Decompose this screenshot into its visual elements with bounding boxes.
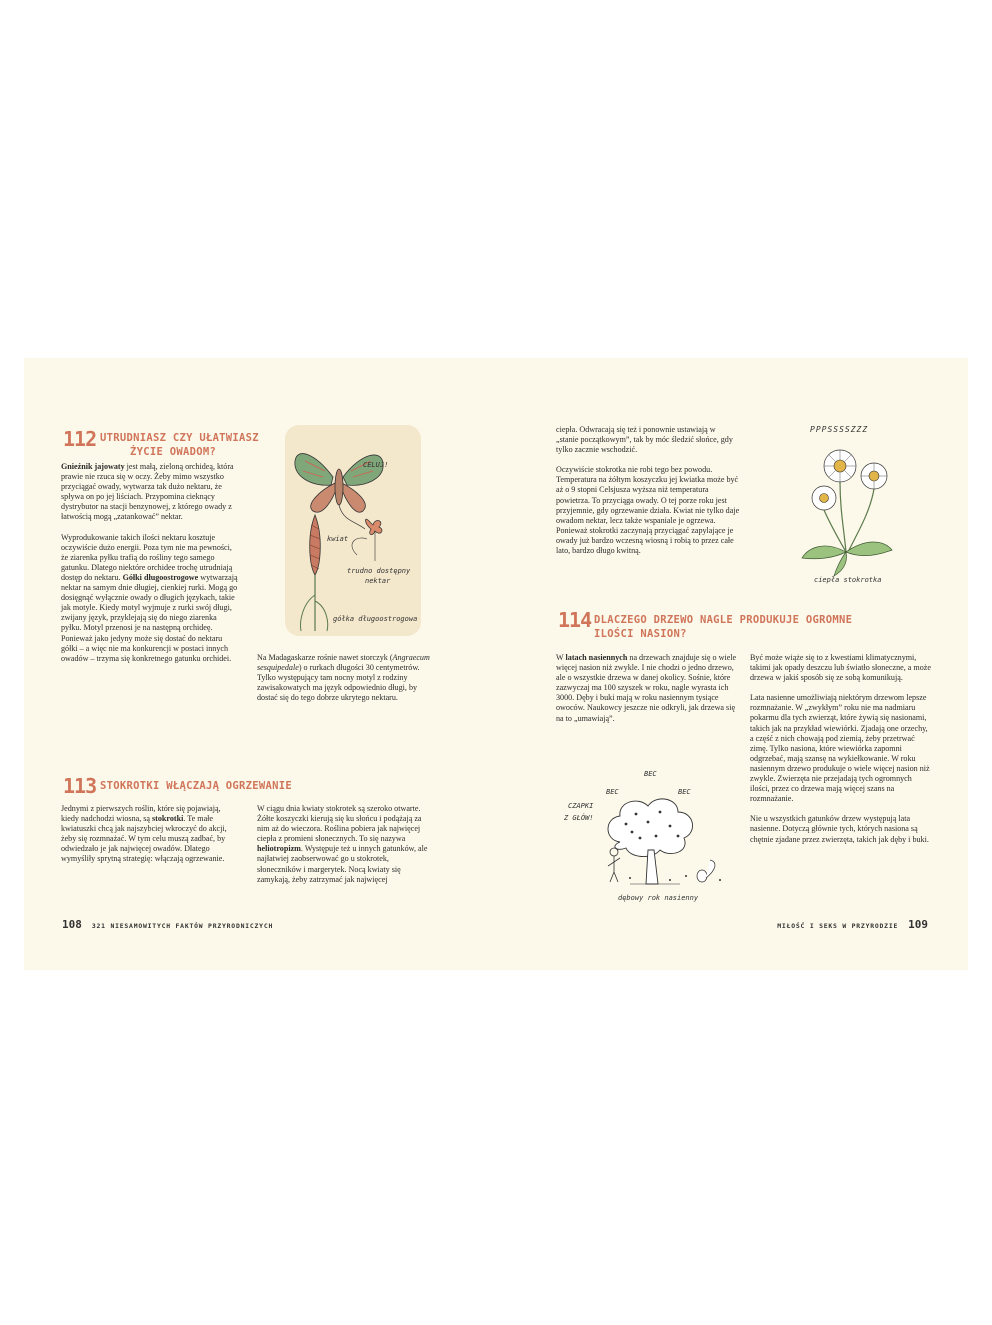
fact-112-title xyxy=(100,431,290,459)
fact-114-p1b: na drzewach znajduje się o wiele więcej nasion niż zwykle. I nie chodzi o jedno drzewo, ale o wszystkie drzewa w danej okolicy. Sośnie, które zazwyczaj ma 100 szyszek w roku, nagle wyrasta ich 3000. Dęby i buki mają w roku nasiennym tysiące owoców. Naukowcy jeszcze nie odkryli, jak drzewa się na to „umawiają”. xyxy=(556,653,737,723)
fact-113-paragraph-2 xyxy=(257,804,435,885)
fact-112-column-2 xyxy=(257,653,435,713)
fact-113-column-1 xyxy=(61,804,239,875)
fact-113-p1a: Jednymi z pierwszych roślin, które się pojawiają, kiedy nadchodzi wiosna, są xyxy=(61,804,221,824)
label-nektar: nektar xyxy=(365,577,391,585)
fact-112-p3a: Na Madagaskarze rośnie nawet storczyk ( xyxy=(257,653,393,662)
squirrel-icon xyxy=(697,860,715,882)
footer-right-caption: MIŁOŚĆ I SEKS W PRZYRODZIE xyxy=(777,922,899,930)
fact-113-column-2 xyxy=(257,804,435,895)
fact-112-p2a: Wyprodukowanie takich ilości nektaru kosztuje oczywiście dużo energii. Poza tym nie ma pewności, że ziarenka pyłku trafią do rośliny tego samego gatunku. Dlatego niektóre orchidee trochę utrudniają dostęp do nektaru. xyxy=(61,532,233,582)
moth-orchid-illustration xyxy=(285,425,421,636)
daisy-icon xyxy=(774,420,924,590)
person-icon xyxy=(608,848,620,882)
fact-113-p2a: W ciągu dnia kwiaty stokrotek są szeroko otwarte. Żółte koszyczki kierują się ku słońcu i podążają za nim aż do wieczora. Roślina pobiera jak najwięcej ciepła z promieni słonecznych. To się nazywa xyxy=(257,804,422,844)
fact-114-title-line-2: ILOŚCI NASION? xyxy=(594,628,687,640)
fact-112-title-line-2: ŻYCIE OWADOM? xyxy=(130,446,217,458)
fact-112-paragraph-3 xyxy=(257,653,435,703)
oak-caption: dębowy rok nasienny xyxy=(618,894,699,902)
fact-112-number: 112 xyxy=(63,427,97,451)
fact-113-paragraph-1 xyxy=(61,804,239,865)
orchid-spike-icon xyxy=(301,515,328,631)
fact-112-title-line-1: UTRUDNIASZ CZY UŁATWIASZ xyxy=(100,432,259,444)
daisy-illustration xyxy=(774,420,924,590)
fact-114-paragraph-4: Nie u wszystkich gatunków drzew występują lata nasienne. Dotyczą głównie tych, których nasiona są chętnie zjadane przez zwierzęta, takich jak dęby i buki. xyxy=(750,814,929,844)
fact-112-paragraph-1 xyxy=(61,462,239,523)
fact-114-column-1 xyxy=(556,653,738,734)
sound-bec-3: BEC xyxy=(678,788,691,796)
label-kwiat: kwiat xyxy=(327,535,349,543)
fact-112-p3b: ) o rurkach długości 30 centymetrów. Tylko występujący tam nocny motyl z rodziny zawisakowatych ma język odpowiednio długi, by dostać się do tego dobrze ukrytego nektaru. xyxy=(257,663,420,703)
fact-114-p1a: W xyxy=(556,653,566,662)
fact-113-title: STOKROTKI WŁĄCZAJĄ OGRZEWANIE xyxy=(100,780,293,792)
fact-114-paragraph-3: Lata nasienne umożliwiają niektórym drzewom lepsze rozmnażanie. W „zwykłym” roku nie ma nadmiaru pokarmu dla tych zwierząt, które żywią się nasionami, takich jak na przykład wiewiórki. Zjadają one orzechy, a część z nich chowają pod ziemią, żeby przetrwać zimę. Tylko nasiona, które wiewiórka zapomni odgrzebać, mają szansę na wykiełkowanie. W roku nasiennym drzewo produkuje o wiele więcej nasion niż zwykle. Zwierzęta nie przejadają tych ogromnych ilości, przez co drzewa mają więcej szans na rozmnażanie. xyxy=(750,693,930,804)
footer-left-caption: 321 NIESAMOWITYCH FAKTÓW PRZYRODNICZYCH xyxy=(91,922,274,930)
fact-113-p1b: . Te małe kwiatuszki chcą jak najszybciej wkroczyć do akcji, żeby się rozmnażać. W tym celu muszą zadbać, by odwiedzało je jak najwięcej owadów. Dlatego wymyśliły sprytną strategię: włączają ogrzewanie. xyxy=(61,814,227,864)
page-number-left: 108 xyxy=(62,918,82,931)
orchid-flower-icon xyxy=(365,519,382,561)
fact-113-p1-bold: stokrotki xyxy=(152,814,184,824)
fact-112-p1-text: jest małą, zieloną orchideą, która prawie nie rzuca się w oczy. Żeby mimo wszystko przyciągać owady, wytwarza tak dużo nektaru, że spływa on po jej liściach. Przypomina cieknący dystrybutor na stacji benzynowej, z którego owady z łatwością mogą „zatankować” nektar. xyxy=(61,462,234,522)
speech-czapki: CZAPKI xyxy=(568,802,594,810)
fact-113-paragraph-4: Oczywiście stokrotka nie robi tego bez powodu. Temperatura na żółtym koszyczku jej kwiatka może być aż o 9 stopni Celsjusza wyższa niż temperatura powietrza. To przyciąga owady. O tej porze roku jest przyjemnie, gdy ogrzewanie działa. Kwiat nie tylko daje owadom nektar, lecz także wspaniale je ogrzewa. Ponieważ stokrotki zaczynają przyciągać zapylające je owady już bardzo wczesną wiosną i robią to przez całe lato, bardzo długo kwitną. xyxy=(556,465,740,556)
fact-112-p1-bold: Gnieźnik jajowaty xyxy=(61,462,125,471)
fact-114-p1-bold: latach nasiennych xyxy=(565,653,628,662)
moth-speech-text: CELUJ! xyxy=(363,461,389,469)
oak-illustration xyxy=(560,766,736,906)
label-trudno-dostepny: trudno dostępny xyxy=(347,567,411,575)
footer-left xyxy=(62,918,273,931)
sound-bec-1: BEC xyxy=(644,770,657,778)
fact-112-p2-bold: Gółki długoostrogowe xyxy=(122,572,199,582)
speech-z-glow: Z GŁÓW! xyxy=(564,814,594,822)
oak-tree-icon xyxy=(560,766,736,906)
fact-114-number: 114 xyxy=(558,608,592,632)
fact-112-column-1 xyxy=(61,462,239,674)
footer-right xyxy=(777,918,928,931)
fact-112-p2b: wytwarzają nektar na samym dnie długiej, cienkiej rurki. Mogą go dosięgnąć wyłącznie owady o długich językach, takie jak motyle. Kiedy motyl wyjmuje z rurki swój długi, zwijany język, przyklejają się do niego ziarenka pyłku. Motyl przenosi je na następną orchideę. Ponieważ jako jedyny może się dostać do nektaru gółki – a więc nie ma konkurencji w postaci innych owadów – trzyma się konkretnego gatunku orchidei. xyxy=(61,572,238,663)
fact-113-column-3 xyxy=(556,425,740,566)
fact-114-column-2 xyxy=(750,653,932,855)
fact-113-number: 113 xyxy=(63,774,97,798)
label-golka: gółka długoostrogowa xyxy=(333,615,418,623)
book-spread xyxy=(24,358,968,970)
fact-113-paragraph-3: ciepła. Odwracają się też i ponownie ustawiają w „stanie początkowym”, tak by móc śledzić słońce, gdy tylko zacznie wschodzić. xyxy=(556,425,733,455)
fact-114-paragraph-1 xyxy=(556,653,738,724)
fact-114-title-line-1: DLACZEGO DRZEWO NAGLE PRODUKUJE OGROMNE xyxy=(594,614,853,626)
orchid-illustration-card xyxy=(285,425,421,636)
fact-114-paragraph-2: Być może wiąże się to z kwestiami klimatycznymi, takimi jak opady deszczu lub światło słoneczne, a może drzewa w jakiś sposób się ze sobą komunikują. xyxy=(750,653,931,683)
daisy-sound-text: PPPSSSSZZZ xyxy=(810,425,869,434)
page-number-right: 109 xyxy=(908,918,928,931)
fact-113-p2-bold: heliotropizm xyxy=(257,844,301,854)
daisy-caption: ciepła stokrotka xyxy=(814,576,882,584)
fact-114-title xyxy=(594,613,884,641)
sound-bec-2: BEC xyxy=(606,788,619,796)
fact-113-p2b: . Występuje też u innych gatunków, ale najłatwiej zaobserwować go u stokrotek, słoneczników i margerytek. Nocą kwiaty się zamykają, żeby zatrzymać jak najwięcej xyxy=(257,844,428,884)
fact-112-p3-italic: Angraecum sesquipedale xyxy=(257,653,430,673)
fact-112-paragraph-2 xyxy=(61,533,239,664)
